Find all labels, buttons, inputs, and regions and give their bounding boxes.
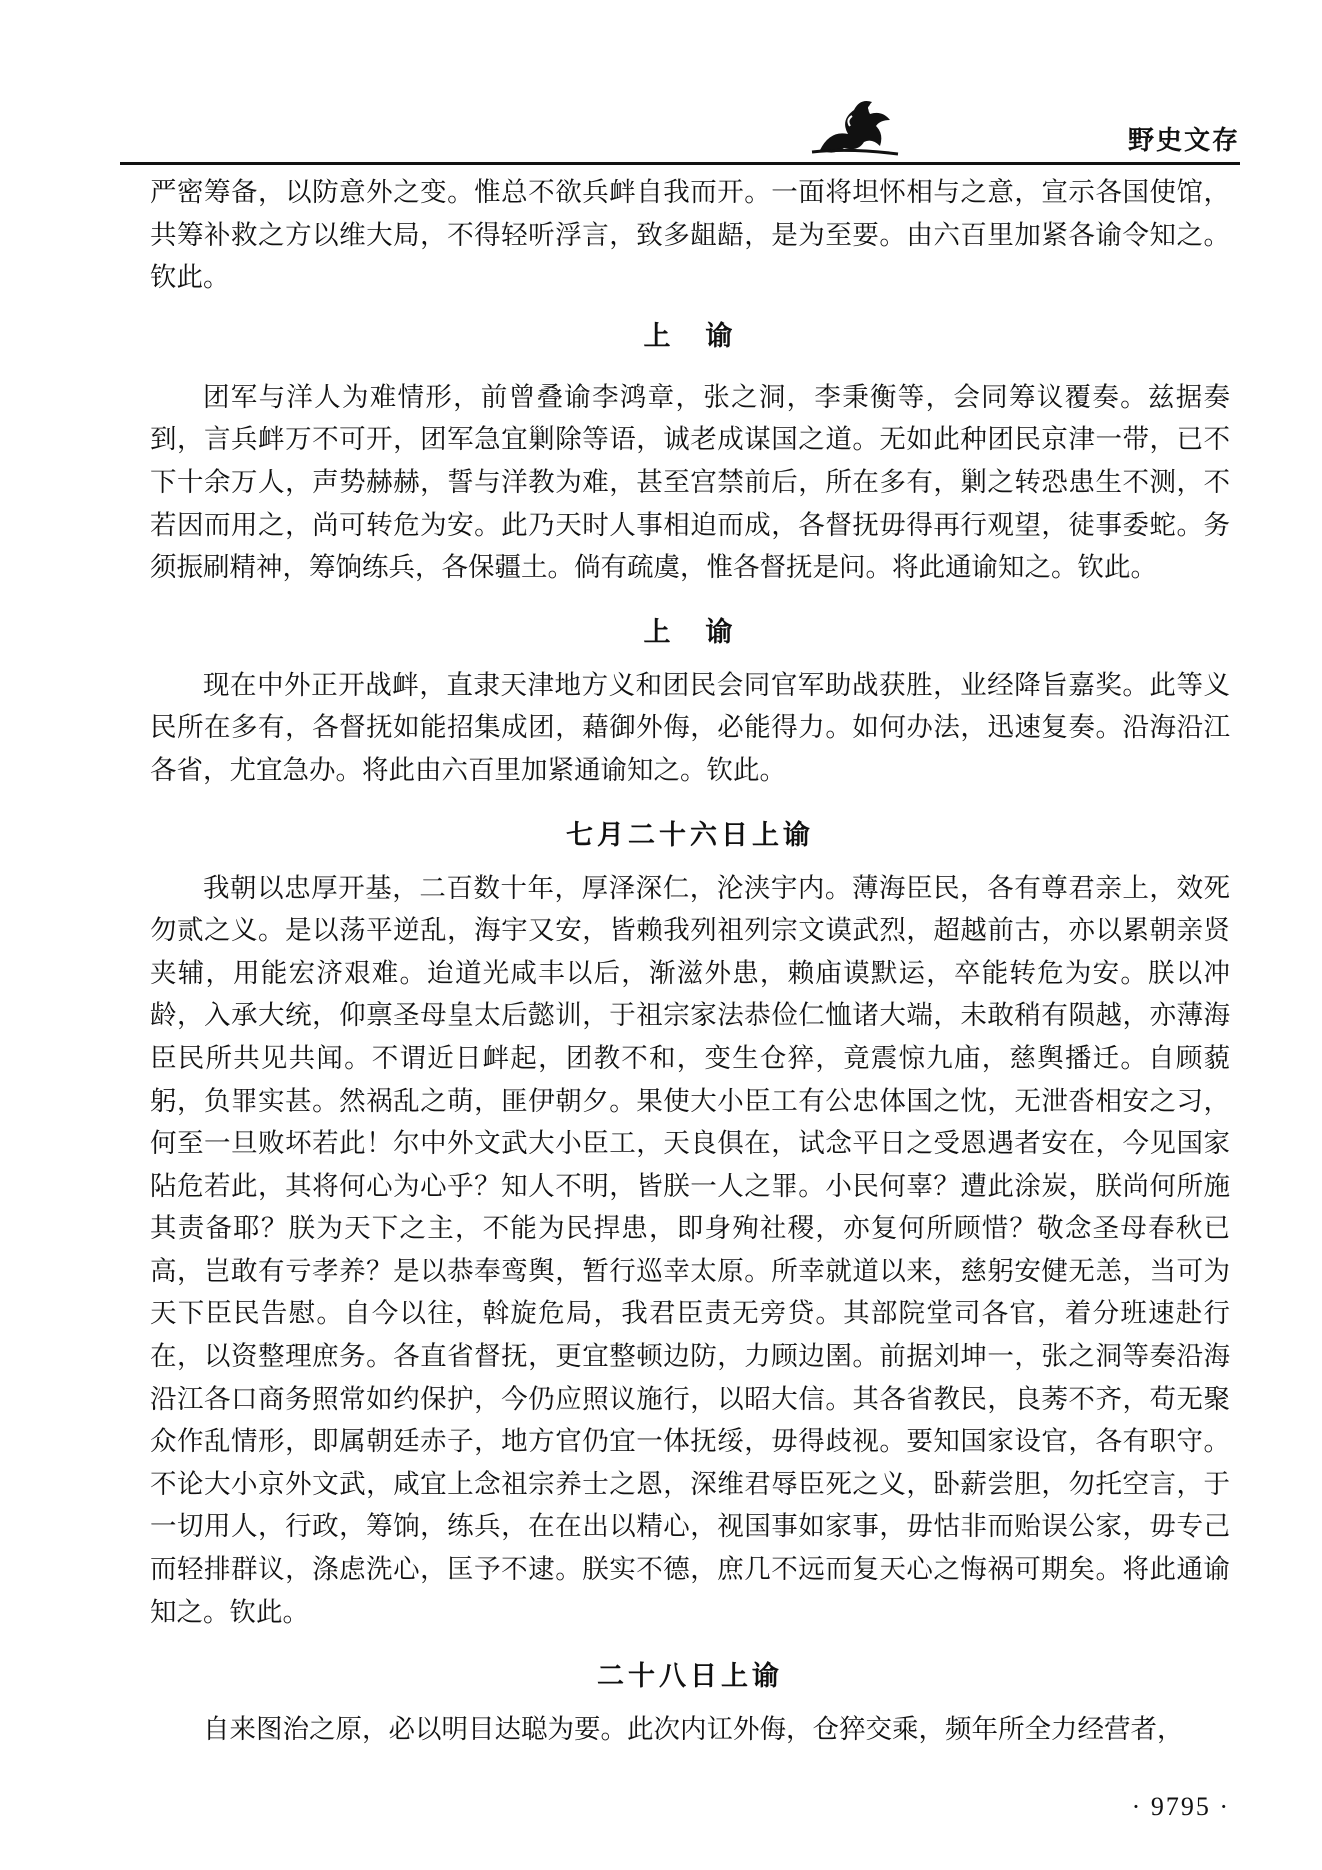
document-body xyxy=(150,172,1230,1752)
dragon-emblem-icon xyxy=(810,90,902,160)
paragraph: 现在中外正开战衅，直隶天津地方义和团民会同官军助战获胜，业经降旨嘉奖。此等义民所在多有，各督抚如能招集成团，藉御外侮，必能得力。如何办法，迅速复奏。沿海沿江各省，尤宜急办。将此由六百里加紧通谕知之。钦此。 xyxy=(150,669,1230,786)
paragraph: 严密筹备，以防意外之变。惟总不欲兵衅自我而开。一面将坦怀相与之意，宣示各国使馆，共筹补救之方以维大局，不得轻听浮言，致多龃龉，是为至要。由六百里加紧各谕令知之。钦此。 xyxy=(150,177,1230,294)
section-heading: 二十八日上谕 xyxy=(597,1661,783,1693)
header-rule xyxy=(120,162,1240,165)
section-heading: 上 谕 xyxy=(643,320,737,352)
paragraph: 团军与洋人为难情形，前曾叠谕李鸿章，张之洞，李秉衡等，会同筹议覆奏。兹据奏到，言兵衅万不可开，团军急宜剿除等语，诚老成谋国之道。无如此种团民京津一带，已不下十余万人，声势赫赫，誓与洋教为难，甚至宫禁前后，所在多有，剿之转恐患生不测，不若因而用之，尚可转危为安。此乃天时人事相迫而成，各督抚毋得再行观望，徒事委蛇。务须振刷精神，筹饷练兵，各保疆土。倘有疏虞，惟各督抚是问。将此通谕知之。钦此。 xyxy=(150,381,1230,584)
section-heading: 上 谕 xyxy=(643,616,737,648)
running-header xyxy=(120,90,1240,170)
section-heading: 七月二十六日上谕 xyxy=(566,819,814,851)
paragraph: 我朝以忠厚开基，二百数十年，厚泽深仁，沦浃宇内。薄海臣民，各有尊君亲上，效死勿贰之义。是以荡平逆乱，海宇又安，皆赖我列祖列宗文谟武烈，超越前古，亦以累朝亲贤夹辅，用能宏济艰难。迨道光咸丰以后，渐滋外患，赖庙谟默运，卒能转危为安。朕以冲龄，入承大统，仰禀圣母皇太后懿训，于祖宗家法恭俭仁恤诸大端，未敢稍有陨越，亦薄海臣民所共见共闻。不谓近日衅起，团教不和，变生仓猝，竟震惊九庙，慈舆播迁。自顾藐躬，负罪实甚。然祸乱之萌，匪伊朝夕。果使大小臣工有公忠体国之忱，无泄沓相安之习，何至一旦败坏若此！尔中外文武大小臣工，天良俱在，试念平日之受恩遇者安在，今见国家阽危若此，其将何心为心乎？知人不明，皆朕一人之罪。小民何辜？遭此涂炭，朕尚何所施其责备耶？朕为天下之主，不能为民捍患，即身殉社稷，亦复何所顾惜？敬念圣母春秋已高，岂敢有亏孝养？是以恭奉鸾舆，暂行巡幸太原。所幸就道以来，慈躬安健无恙，当可为天下臣民告慰。自今以往，斡旋危局，我君臣责无旁贷。其部院堂司各官，着分班速赴行在，以资整理庶务。各直省督抚，更宜整顿边防，力顾边圉。前据刘坤一，张之洞等奏沿海沿江各口商务照常如约保护，今仍应照议施行，以昭大信。其各省教民，良莠不齐，苟无聚众作乱情形，即属朝廷赤子，地方官仍宜一体抚绥，毋得歧视。要知国家设官，各有职守。不论大小京外文武，咸宜上念祖宗养士之恩，深维君辱臣死之义，卧薪尝胆，勿托空言，于一切用人，行政，筹饷，练兵，在在出以精心，视国事如家事，毋怙非而贻误公家，毋专己而轻排群议，涤虑洗心，匡予不逮。朕实不德，庶几不远而复天心之悔祸可期矣。将此通谕知之。钦此。 xyxy=(150,872,1230,1628)
paragraph: 自来图治之原，必以明目达聪为要。此次内讧外侮，仓猝交乘，频年所全力经营者， xyxy=(203,1714,1184,1746)
page-number: · 9795 · xyxy=(1131,1792,1230,1821)
series-title: 野史文存 xyxy=(1127,126,1240,156)
